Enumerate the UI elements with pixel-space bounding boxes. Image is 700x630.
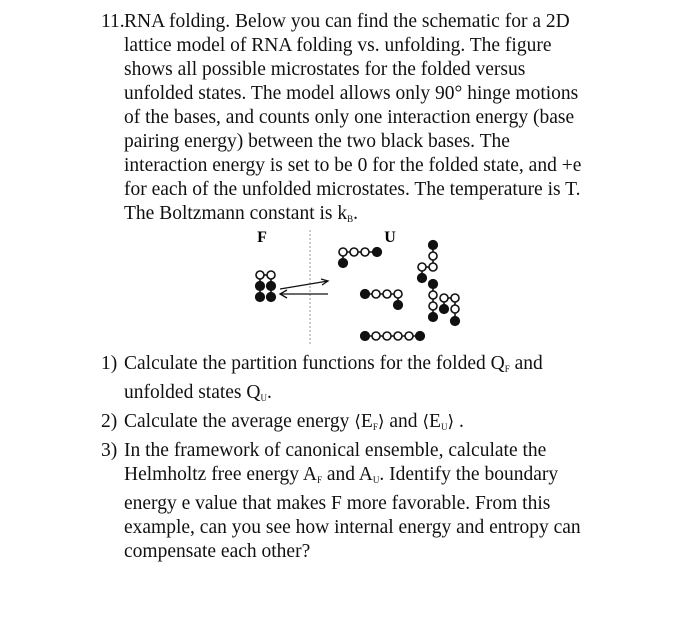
question-3-cont: energy e value that makes F more favorable. From this [124,493,551,514]
folded-label: F [257,229,267,246]
energy-symbol: E [360,411,373,432]
intro-line: RNA folding. Below you can find the schematic for a 2D [124,11,570,32]
question-1 [101,352,661,381]
intro-line: pairing energy) between the two black bases. The [124,131,510,152]
unfolded-label: U [384,229,396,246]
question-text: Helmholtz free energy A [124,464,317,485]
question-number: 1) [101,353,118,374]
problem-number: 11. [101,11,125,32]
left-angle: ⟨ [354,412,361,432]
question-text: and [509,353,543,374]
unfolded-microstate [361,290,403,310]
question-number: 3) [101,440,118,461]
right-angle: ⟩ [447,412,455,432]
subscript: U [372,475,380,485]
intro-line: interaction energy is set to be 0 for the folded state, and +e [124,155,582,176]
intro-line: lattice model of RNA folding vs. unfolding. The figure [124,35,552,56]
question-3-cont: example, can you see how internal energy and entropy can [124,517,581,538]
question-text: Calculate the average energy [124,411,355,432]
problem-intro [124,10,624,231]
unfolded-microstate [339,248,382,268]
question-3 [101,439,661,463]
unfolded-microstate [429,280,438,322]
question-3-cont [101,463,661,492]
subscript: F [316,475,322,485]
question-text: . [454,411,464,432]
question-1-cont [101,381,661,410]
question-list [101,352,661,564]
question-3-cont: compensate each other? [124,541,311,562]
rna-lattice-figure [240,228,480,351]
boltzmann-text: The Boltzmann constant is k [124,203,348,224]
question-text: unfolded states Q [124,382,261,403]
question-text: . Identify the boundary [379,464,559,485]
subscript: U [440,422,448,432]
folded-microstate [256,271,276,301]
question-text: and A [321,464,373,485]
question-text: . [266,382,272,403]
question-text: In the framework of canonical ensemble, calculate the [124,440,547,461]
energy-symbol: E [429,411,441,432]
intro-line: for each of the unfolded microstates. The temperature is T. [124,179,581,200]
unfolded-microstate [418,241,438,283]
left-angle: ⟨ [422,412,430,432]
question-2 [101,410,661,439]
unfolded-microstate [361,332,425,341]
equilibrium-arrows [280,279,328,298]
boltzmann-period: . [353,203,359,224]
question-text: and [384,411,423,432]
intro-line: unfolded states. The model allows only 90° hinge motions [124,83,579,104]
unfolded-microstate [440,294,460,325]
subscript: F [504,364,510,374]
question-text: Calculate the partition functions for the folded Q [124,353,505,374]
boltzmann-line [124,202,624,231]
intro-line: of the bases, and counts only one interaction energy (base [124,107,575,128]
question-number: 2) [101,411,118,432]
rna-lattice-diagram [240,228,480,346]
right-angle: ⟩ [377,412,385,432]
intro-line: shows all possible microstates for the folded versus [124,59,526,80]
subscript: F [372,422,378,432]
boltzmann-subscript: B [347,214,354,224]
subscript: U [260,393,267,403]
